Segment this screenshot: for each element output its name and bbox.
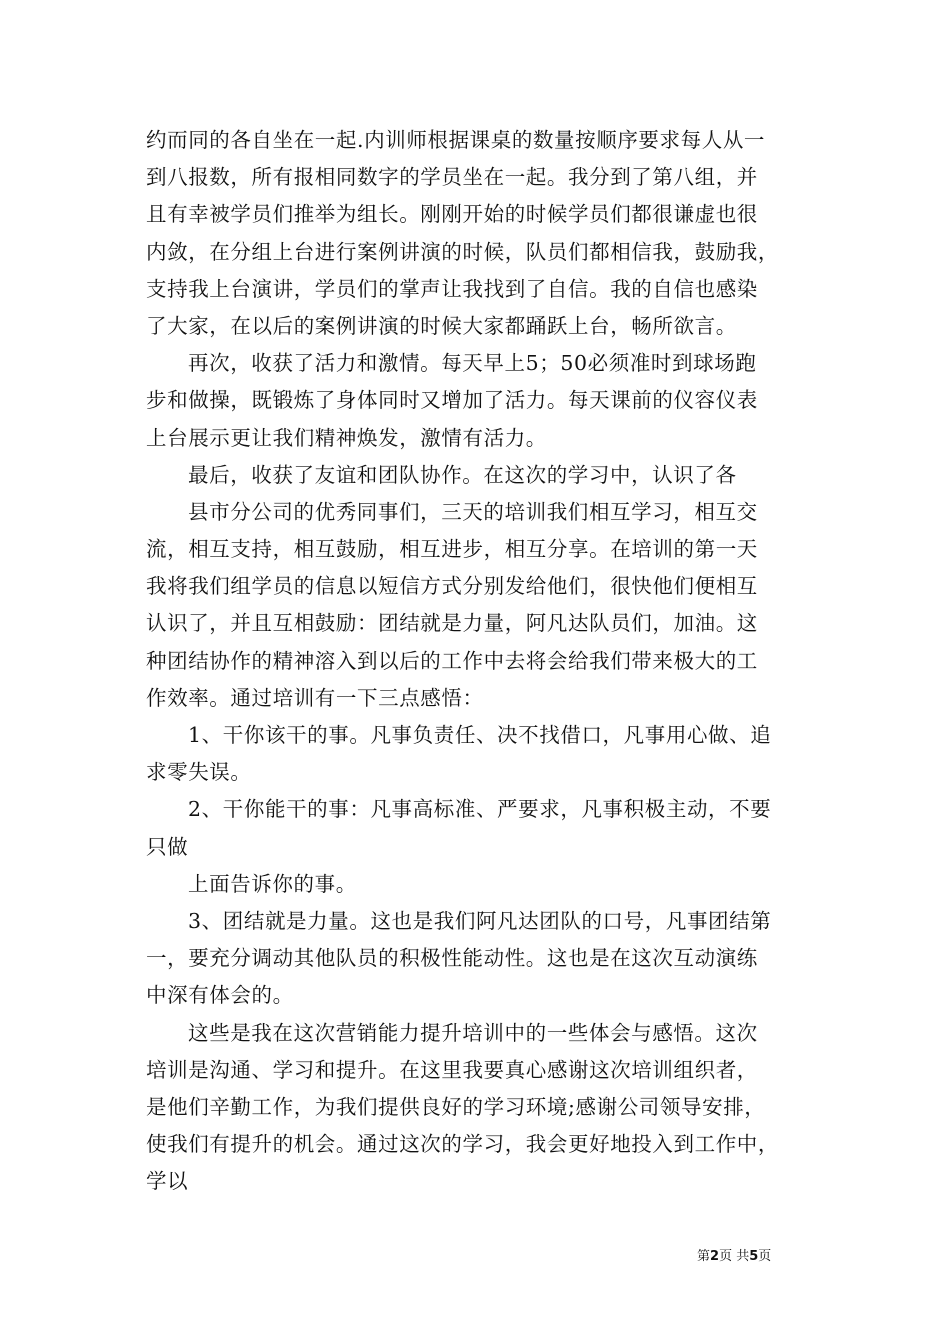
text-line: 县市分公司的优秀同事们，三天的培训我们相互学习，相互交 bbox=[188, 499, 758, 524]
text-line: 且有幸被学员们推举为组长。刚刚开始的时候学员们都很谦虚也很 bbox=[146, 202, 758, 227]
text-line: 再次，收获了活力和激情。每天早上5；50必须准时到球场跑 bbox=[188, 351, 757, 376]
text-line: 使我们有提升的机会。通过这次的学习，我会更好地投入到工作中， bbox=[146, 1132, 779, 1157]
text-line: 作效率。通过培训有一下三点感悟： bbox=[146, 685, 484, 710]
text-line: 支持我上台演讲，学员们的掌声让我找到了自信。我的自信也感染 bbox=[146, 276, 758, 301]
text-line: 中深有体会的。 bbox=[146, 983, 294, 1008]
text-line: 认识了，并且互相鼓励：团结就是力量，阿凡达队员们，加油。这 bbox=[146, 611, 758, 636]
text-line: 到八报数，所有报相同数字的学员坐在一起。我分到了第八组，并 bbox=[146, 165, 758, 190]
text-line: 一，要充分调动其他队员的积极性能动性。这也是在这次互动演练 bbox=[146, 946, 758, 971]
text-line: 了大家，在以后的案例讲演的时候大家都踊跃上台，畅所欲言。 bbox=[146, 313, 737, 338]
text-line: 1、干你该干的事。凡事负责任、决不找借口，凡事用心做、追 bbox=[188, 723, 772, 747]
text-line: 学以 bbox=[146, 1169, 189, 1194]
total-page-count: 5 bbox=[749, 1249, 759, 1264]
footer-suffix: 页 bbox=[758, 1249, 772, 1264]
body-text bbox=[146, 122, 816, 1200]
text-line: 培训是沟通、学习和提升。在这里我要真心感谢这次培训组织者， bbox=[146, 1057, 758, 1082]
text-line: 求零失误。 bbox=[146, 760, 252, 785]
text-line: 种团结协作的精神溶入到以后的工作中去将会给我们带来极大的工 bbox=[146, 648, 758, 673]
text-line: 内敛，在分组上台进行案例讲演的时候，队员们都相信我，鼓励我， bbox=[146, 239, 779, 264]
page-footer bbox=[697, 1249, 771, 1265]
footer-prefix: 第 bbox=[697, 1249, 711, 1264]
text-line: 我将我们组学员的信息以短信方式分别发给他们，很快他们便相互 bbox=[146, 574, 758, 599]
footer-middle: 页 共 bbox=[719, 1249, 750, 1264]
text-line: 约而同的各自坐在一起.内训师根据课桌的数量按顺序要求每人从一 bbox=[146, 128, 766, 152]
text-line: 是他们辛勤工作，为我们提供良好的学习环境;感谢公司领导安排， bbox=[146, 1094, 766, 1119]
text-line: 步和做操，既锻炼了身体同时又增加了活力。每天课前的仪容仪表 bbox=[146, 388, 758, 413]
text-line: 最后，收获了友谊和团队协作。在这次的学习中，认识了各 bbox=[188, 462, 737, 487]
text-line: 流，相互支持，相互鼓励，相互进步，相互分享。在培训的第一天 bbox=[146, 537, 758, 562]
text-line: 只做 bbox=[146, 834, 189, 859]
text-line: 上面告诉你的事。 bbox=[188, 871, 357, 896]
text-line: 3、团结就是力量。这也是我们阿凡达团队的口号，凡事团结第 bbox=[188, 908, 772, 933]
current-page-number: 2 bbox=[710, 1249, 720, 1264]
text-line: 2、干你能干的事：凡事高标准、严要求，凡事积极主动，不要 bbox=[188, 797, 772, 822]
text-line: 这些是我在这次营销能力提升培训中的一些体会与感悟。这次 bbox=[188, 1020, 758, 1045]
text-line: 上台展示更让我们精神焕发，激情有活力。 bbox=[146, 425, 547, 450]
